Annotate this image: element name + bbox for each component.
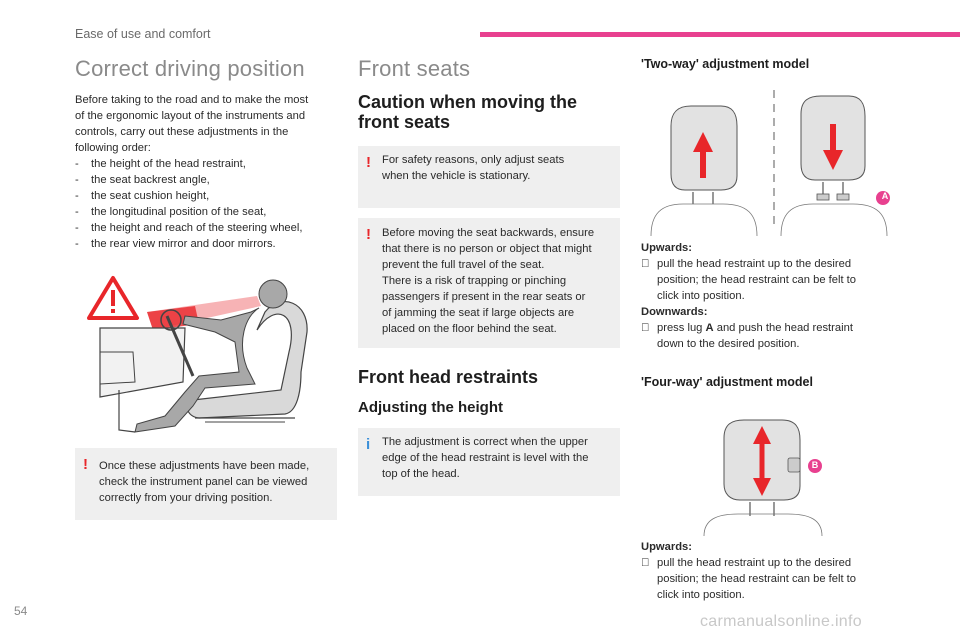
instruction-line: click into position.	[657, 589, 745, 601]
section-title: Ease of use and comfort	[75, 27, 211, 41]
instruction-line: down to the desired position.	[657, 338, 800, 350]
warning-line: correctly from your driving position.	[99, 492, 273, 504]
instruction-line: pull the head restraint up to the desired	[657, 557, 852, 569]
intro-paragraph	[75, 92, 337, 252]
adjusting-height-heading: Adjusting the height	[358, 399, 503, 416]
headrest-down	[781, 96, 890, 236]
warning-line: of jamming the seat if large objects are	[382, 307, 575, 319]
list-item: - the seat backrest angle,	[75, 174, 210, 186]
front-seats-title: Front seats	[358, 56, 471, 81]
four-way-instructions	[641, 539, 891, 603]
caution-heading: Caution when moving the front seats	[358, 92, 577, 132]
intro-line: controls, carry out these adjustments in the	[75, 126, 289, 138]
front-head-restraints-heading: Front head restraints	[358, 367, 539, 387]
instruction-line: position; the head restraint can be felt to	[657, 274, 857, 286]
list-item: - the height and reach of the steering wheel,	[75, 222, 303, 234]
warning-line: placed on the floor behind the seat.	[382, 323, 557, 335]
info-icon: i	[366, 436, 371, 453]
warning-line: that there is no person or object that might	[382, 243, 592, 255]
seat-movement-warning-box	[358, 218, 620, 348]
four-way-heading: 'Four-way' adjustment model	[641, 375, 813, 389]
page-number: 54	[14, 604, 28, 618]
two-way-heading: 'Two-way' adjustment model	[641, 57, 810, 71]
warning-line: passengers if present in the rear seats or	[382, 291, 586, 303]
four-way-headrest-illustration	[700, 416, 830, 536]
warning-line: There is a risk of trapping or pinching	[382, 275, 567, 287]
list-item: - the seat cushion height,	[75, 190, 210, 202]
warning-line: Once these adjustments have been made,	[99, 460, 310, 472]
warning-line: For safety reasons, only adjust seats	[382, 154, 565, 166]
warning-line: check the instrument panel can be viewed	[99, 476, 308, 488]
upwards-label: Upwards:	[641, 242, 692, 254]
lug-b-label: B	[811, 460, 819, 470]
driving-position-illustration	[75, 272, 337, 447]
info-line: edge of the head restraint is level with the	[382, 452, 589, 464]
warning-icon: !	[366, 226, 371, 243]
info-line: top of the head.	[382, 468, 460, 480]
list-item: - the height of the head restraint,	[75, 158, 246, 170]
warning-line: Before moving the seat backwards, ensure	[382, 227, 595, 239]
intro-line: of the ergonomic layout of the instruments and	[75, 110, 306, 122]
warning-icon: !	[366, 154, 371, 171]
instruction-line: pull the head restraint up to the desired	[657, 258, 852, 270]
warning-triangle-icon	[89, 278, 137, 318]
warning-line: prevent the full travel of the seat.	[382, 259, 545, 271]
list-item: - the longitudinal position of the seat,	[75, 206, 267, 218]
two-way-instructions	[641, 240, 891, 352]
two-way-headrest-illustration	[641, 86, 891, 236]
correct-driving-position-title: Correct driving position	[75, 56, 305, 81]
safety-warning-box	[358, 146, 620, 208]
upwards-label: Upwards:	[641, 541, 692, 553]
instruction-line: click into position.	[657, 290, 745, 302]
lug-a-label: A	[881, 191, 889, 201]
intro-line: following order:	[75, 142, 151, 154]
headrest-up	[651, 106, 757, 236]
info-line: The adjustment is correct when the upper	[382, 436, 588, 448]
driving-position-warning	[75, 448, 337, 520]
warning-icon: !	[83, 456, 88, 473]
header-accent-bar	[480, 32, 960, 37]
instruction-line: press lug A and push the head restraint	[657, 322, 853, 334]
intro-line: Before taking to the road and to make the most	[75, 94, 309, 106]
instruction-line: position; the head restraint can be felt to	[657, 573, 857, 585]
watermark: carmanualsonline.info	[700, 613, 862, 630]
warning-line: when the vehicle is stationary.	[382, 170, 531, 182]
downwards-label: Downwards:	[641, 306, 708, 318]
list-item: - the rear view mirror and door mirrors.	[75, 238, 276, 250]
head-restraint-info-box	[358, 428, 620, 496]
